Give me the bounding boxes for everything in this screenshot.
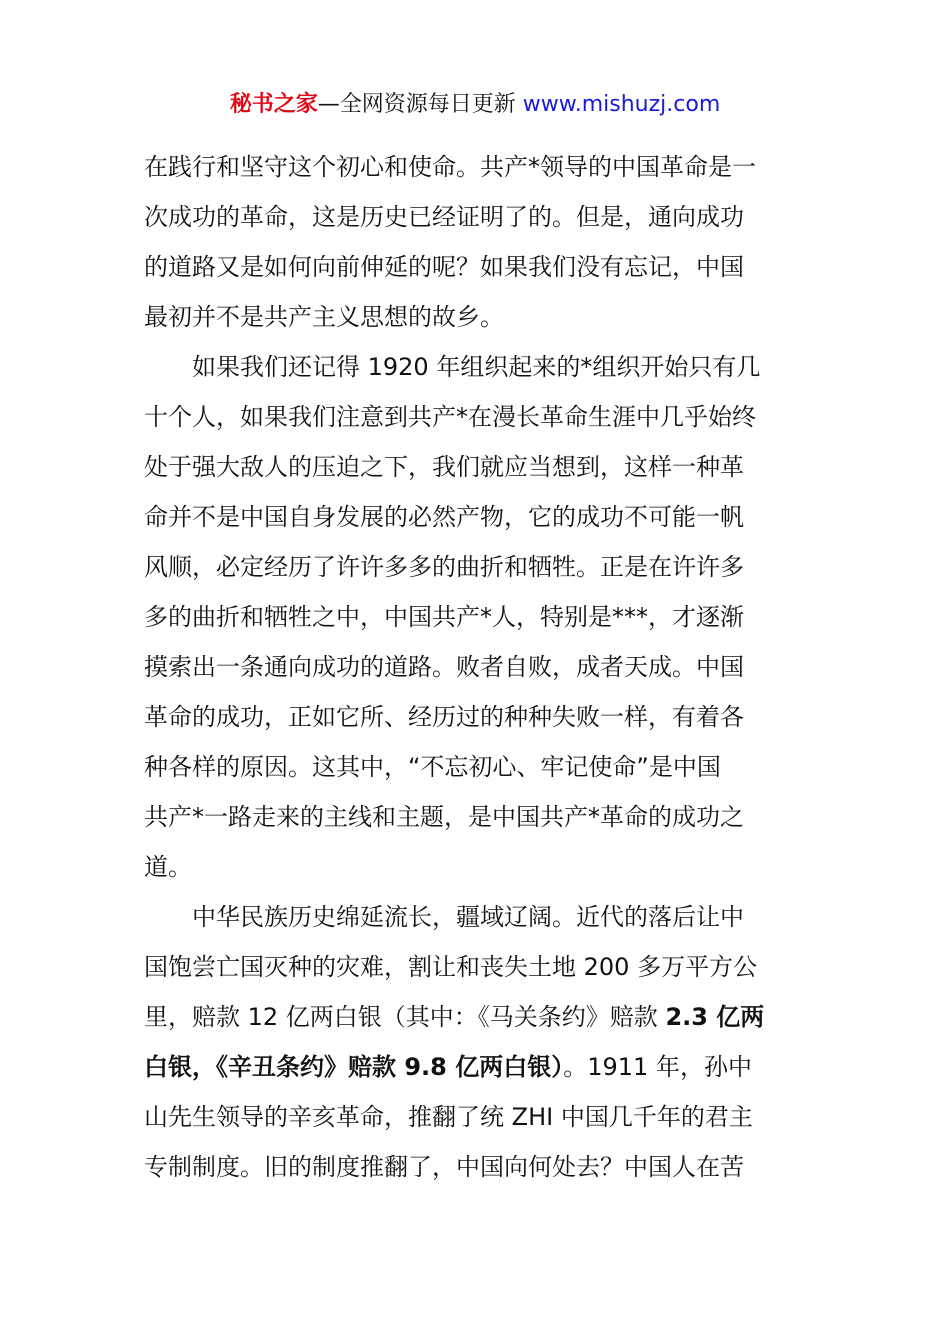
text-run: 种各样的原因。这其中，“不忘初心、牢记使命”是中国 xyxy=(144,753,721,781)
text-run: 次成功的革命，这是历史已经证明了的。但是，通向成功 xyxy=(144,203,744,231)
text-run: 革命的成功，正如它所、经历过的种种失败一样，有着各 xyxy=(144,703,744,731)
text-line-5 xyxy=(144,342,808,392)
text-run: 中华民族历史绵延流长，疆域辽阔。近代的落后让中 xyxy=(192,903,744,931)
text-line-3 xyxy=(144,242,808,292)
text-run: 的道路又是如何向前伸延的呢？如果我们没有忘记，中国 xyxy=(144,253,744,281)
text-run: 命并不是中国自身发展的必然产物，它的成功不可能一帆 xyxy=(144,503,744,531)
text-run: 山先生领导的辛亥革命，推翻了统 ZHI 中国几千年的君主 xyxy=(144,1103,753,1131)
text-line-1 xyxy=(144,142,808,192)
document-body xyxy=(144,142,808,1192)
text-run: 十个人，如果我们注意到共产*在漫长革命生涯中几乎始终 xyxy=(144,403,756,431)
text-line-15 xyxy=(144,842,808,892)
text-line-20 xyxy=(144,1092,808,1142)
text-line-2 xyxy=(144,192,808,242)
text-run: 最初并不是共产主义思想的故乡。 xyxy=(144,303,504,331)
text-run: 多的曲折和牺牲之中，中国共产*人，特别是***，才逐渐 xyxy=(144,603,744,631)
text-run: 风顺，必定经历了许许多多的曲折和牺牲。正是在许许多 xyxy=(144,553,744,581)
text-run: 摸索出一条通向成功的道路。败者自败，成者天成。中国 xyxy=(144,653,744,681)
site-header xyxy=(0,88,950,122)
text-line-21 xyxy=(144,1142,808,1192)
text-line-14 xyxy=(144,792,808,842)
text-run: 专制制度。旧的制度推翻了，中国向何处去？中国人在苦 xyxy=(144,1153,744,1181)
text-line-6 xyxy=(144,392,808,442)
text-run: 共产*一路走来的主线和主题，是中国共产*革命的成功之 xyxy=(144,803,744,831)
text-line-7 xyxy=(144,442,808,492)
text-line-19 xyxy=(144,1042,808,1092)
text-run: 如果我们还记得 1920 年组织起来的*组织开始只有几 xyxy=(192,353,761,381)
text-run: 在践行和坚守这个初心和使命。共产*领导的中国革命是一 xyxy=(144,153,756,181)
text-line-10 xyxy=(144,592,808,642)
text-run: 国饱尝亡国灭种的灾难，割让和丧失土地 200 多万平方公 xyxy=(144,953,758,981)
text-line-9 xyxy=(144,542,808,592)
bold-text-run: 2.3 亿两 xyxy=(665,1003,765,1031)
text-line-18 xyxy=(144,992,808,1042)
text-run: 道。 xyxy=(144,853,192,881)
text-line-17 xyxy=(144,942,808,992)
text-line-13 xyxy=(144,742,808,792)
bold-text-run: 白银，《辛丑条约》赔款 9.8 亿两白银） xyxy=(144,1053,564,1081)
text-line-11 xyxy=(144,642,808,692)
text-line-8 xyxy=(144,492,808,542)
header-tagline: —全网资源每日更新 xyxy=(317,92,523,117)
text-line-4 xyxy=(144,292,808,342)
text-line-16 xyxy=(144,892,808,942)
text-run: 。1911 年，孙中 xyxy=(563,1053,752,1081)
brand-name: 秘书之家 xyxy=(229,92,318,117)
text-run: 处于强大敌人的压迫之下，我们就应当想到，这样一种革 xyxy=(144,453,744,481)
site-url-link[interactable]: www.mishuzj.com xyxy=(522,92,721,117)
text-run: 里，赔款 12 亿两白银（其中：《马关条约》赔款 xyxy=(144,1003,666,1031)
text-line-12 xyxy=(144,692,808,742)
